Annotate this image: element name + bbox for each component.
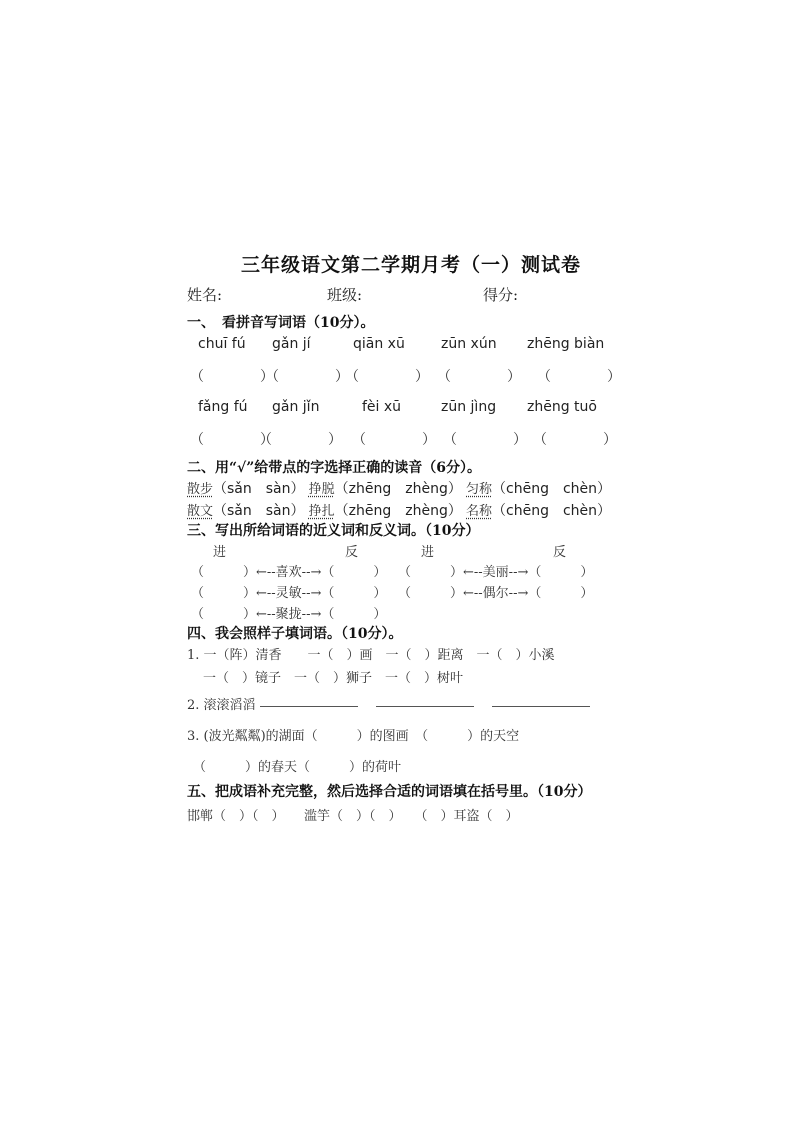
dotted-word: 挣扎 <box>308 504 335 519</box>
name-field-label: 姓名: <box>187 286 223 304</box>
answer-line[interactable] <box>260 705 358 707</box>
pattern-question-3b[interactable]: （ ）的春天（ ）的荷叶 <box>193 760 402 775</box>
pattern-example: 2. 滚滚滔滔 <box>187 698 256 713</box>
reading-line-2 <box>187 500 611 520</box>
pinyin-item: gǎn jǐn <box>272 399 320 415</box>
class-field-label: 班级: <box>327 286 363 304</box>
word-pair-row[interactable]: （ ）←--聚拢--→（ ） <box>191 607 387 622</box>
pinyin-item: zūn xún <box>441 336 497 352</box>
pinyin-item: fǎng fú <box>198 399 248 415</box>
answer-blank[interactable]: （ ） <box>537 369 621 385</box>
antonym-label: 反 <box>345 545 359 560</box>
pinyin-item: qiān xū <box>353 336 405 352</box>
pattern-question-3a[interactable]: 3. (波光粼粼)的湖面（ ）的图画 （ ）的天空 <box>187 729 520 744</box>
answer-blank[interactable]: （ ） <box>352 432 436 448</box>
dotted-word: 散文 <box>187 504 214 519</box>
pinyin-choice[interactable]: （zhēng zhèng） <box>334 481 462 497</box>
word-pair-row[interactable]: （ ）←--灵敏--→（ ） <box>191 586 387 601</box>
pinyin-item: chuī fú <box>198 336 246 352</box>
answer-blank[interactable]: （ ） <box>258 432 342 448</box>
pinyin-choice[interactable]: （sǎn sàn） <box>213 503 305 519</box>
answer-blank[interactable]: （ ） <box>190 369 274 385</box>
answer-line[interactable] <box>492 705 590 707</box>
dotted-word: 匀称 <box>466 482 493 497</box>
section-4-heading: 四、我会照样子填词语。（10分）。 <box>187 626 403 642</box>
answer-blank[interactable]: （ ） <box>437 369 521 385</box>
pinyin-choice[interactable]: （chēng chèn） <box>492 503 612 519</box>
reading-line-1 <box>187 478 611 498</box>
antonym-label: 反 <box>553 545 567 560</box>
idiom-line[interactable]: 邯郸（ ）（ ） 滥竽（ ）（ ） （ ）耳盗（ ） <box>187 809 519 824</box>
word-pair-row[interactable]: （ ）←--美丽--→（ ） <box>398 565 594 580</box>
measure-word-line-2[interactable]: 一（ ）镜子 一（ ）狮子 一（ ）树叶 <box>203 671 464 686</box>
page-title: 三年级语文第二学期月考（一）测试卷 <box>241 254 582 276</box>
section-2-heading: 二、用“√”给带点的字选择正确的读音（6分）。 <box>187 460 482 476</box>
pinyin-item: fèi xū <box>362 399 402 415</box>
pinyin-item: zūn jìng <box>441 399 497 415</box>
pinyin-item: gǎn jí <box>272 336 311 352</box>
pattern-question-2 <box>187 694 590 713</box>
dotted-word: 挣脱 <box>308 482 335 497</box>
synonym-label: 进 <box>213 545 227 560</box>
section-1-heading: 一、 看拼音写词语（10分）。 <box>187 315 375 331</box>
answer-blank[interactable]: （ ） <box>443 432 527 448</box>
synonym-label: 进 <box>421 545 435 560</box>
score-field-label: 得分: <box>483 286 519 304</box>
word-pair-row[interactable]: （ ）←--喜欢--→（ ） <box>191 565 387 580</box>
pinyin-choice[interactable]: （sǎn sàn） <box>213 481 305 497</box>
pinyin-item: zhēng tuō <box>527 399 597 415</box>
word-pair-row[interactable]: （ ）←--偶尔--→（ ） <box>398 586 594 601</box>
answer-blank[interactable]: （ ） <box>190 432 274 448</box>
pinyin-choice[interactable]: （chēng chèn） <box>492 481 612 497</box>
pinyin-choice[interactable]: （zhēng zhèng） <box>334 503 462 519</box>
answer-line[interactable] <box>376 705 474 707</box>
section-3-heading: 三、写出所给词语的近义词和反义词。（10分） <box>187 523 480 539</box>
pinyin-item: zhēng biàn <box>527 336 605 352</box>
dotted-word: 散步 <box>187 482 214 497</box>
measure-word-line-1[interactable]: 1. 一（阵）清香 一（ ）画 一（ ）距离 一（ ）小溪 <box>187 648 555 663</box>
answer-blank[interactable]: （ ） <box>345 369 429 385</box>
section-5-heading: 五、把成语补充完整，然后选择合适的词语填在括号里。（10分） <box>187 784 592 800</box>
dotted-word: 名称 <box>466 504 493 519</box>
answer-blank[interactable]: （ ） <box>533 432 617 448</box>
answer-blank[interactable]: （ ） <box>265 369 349 385</box>
